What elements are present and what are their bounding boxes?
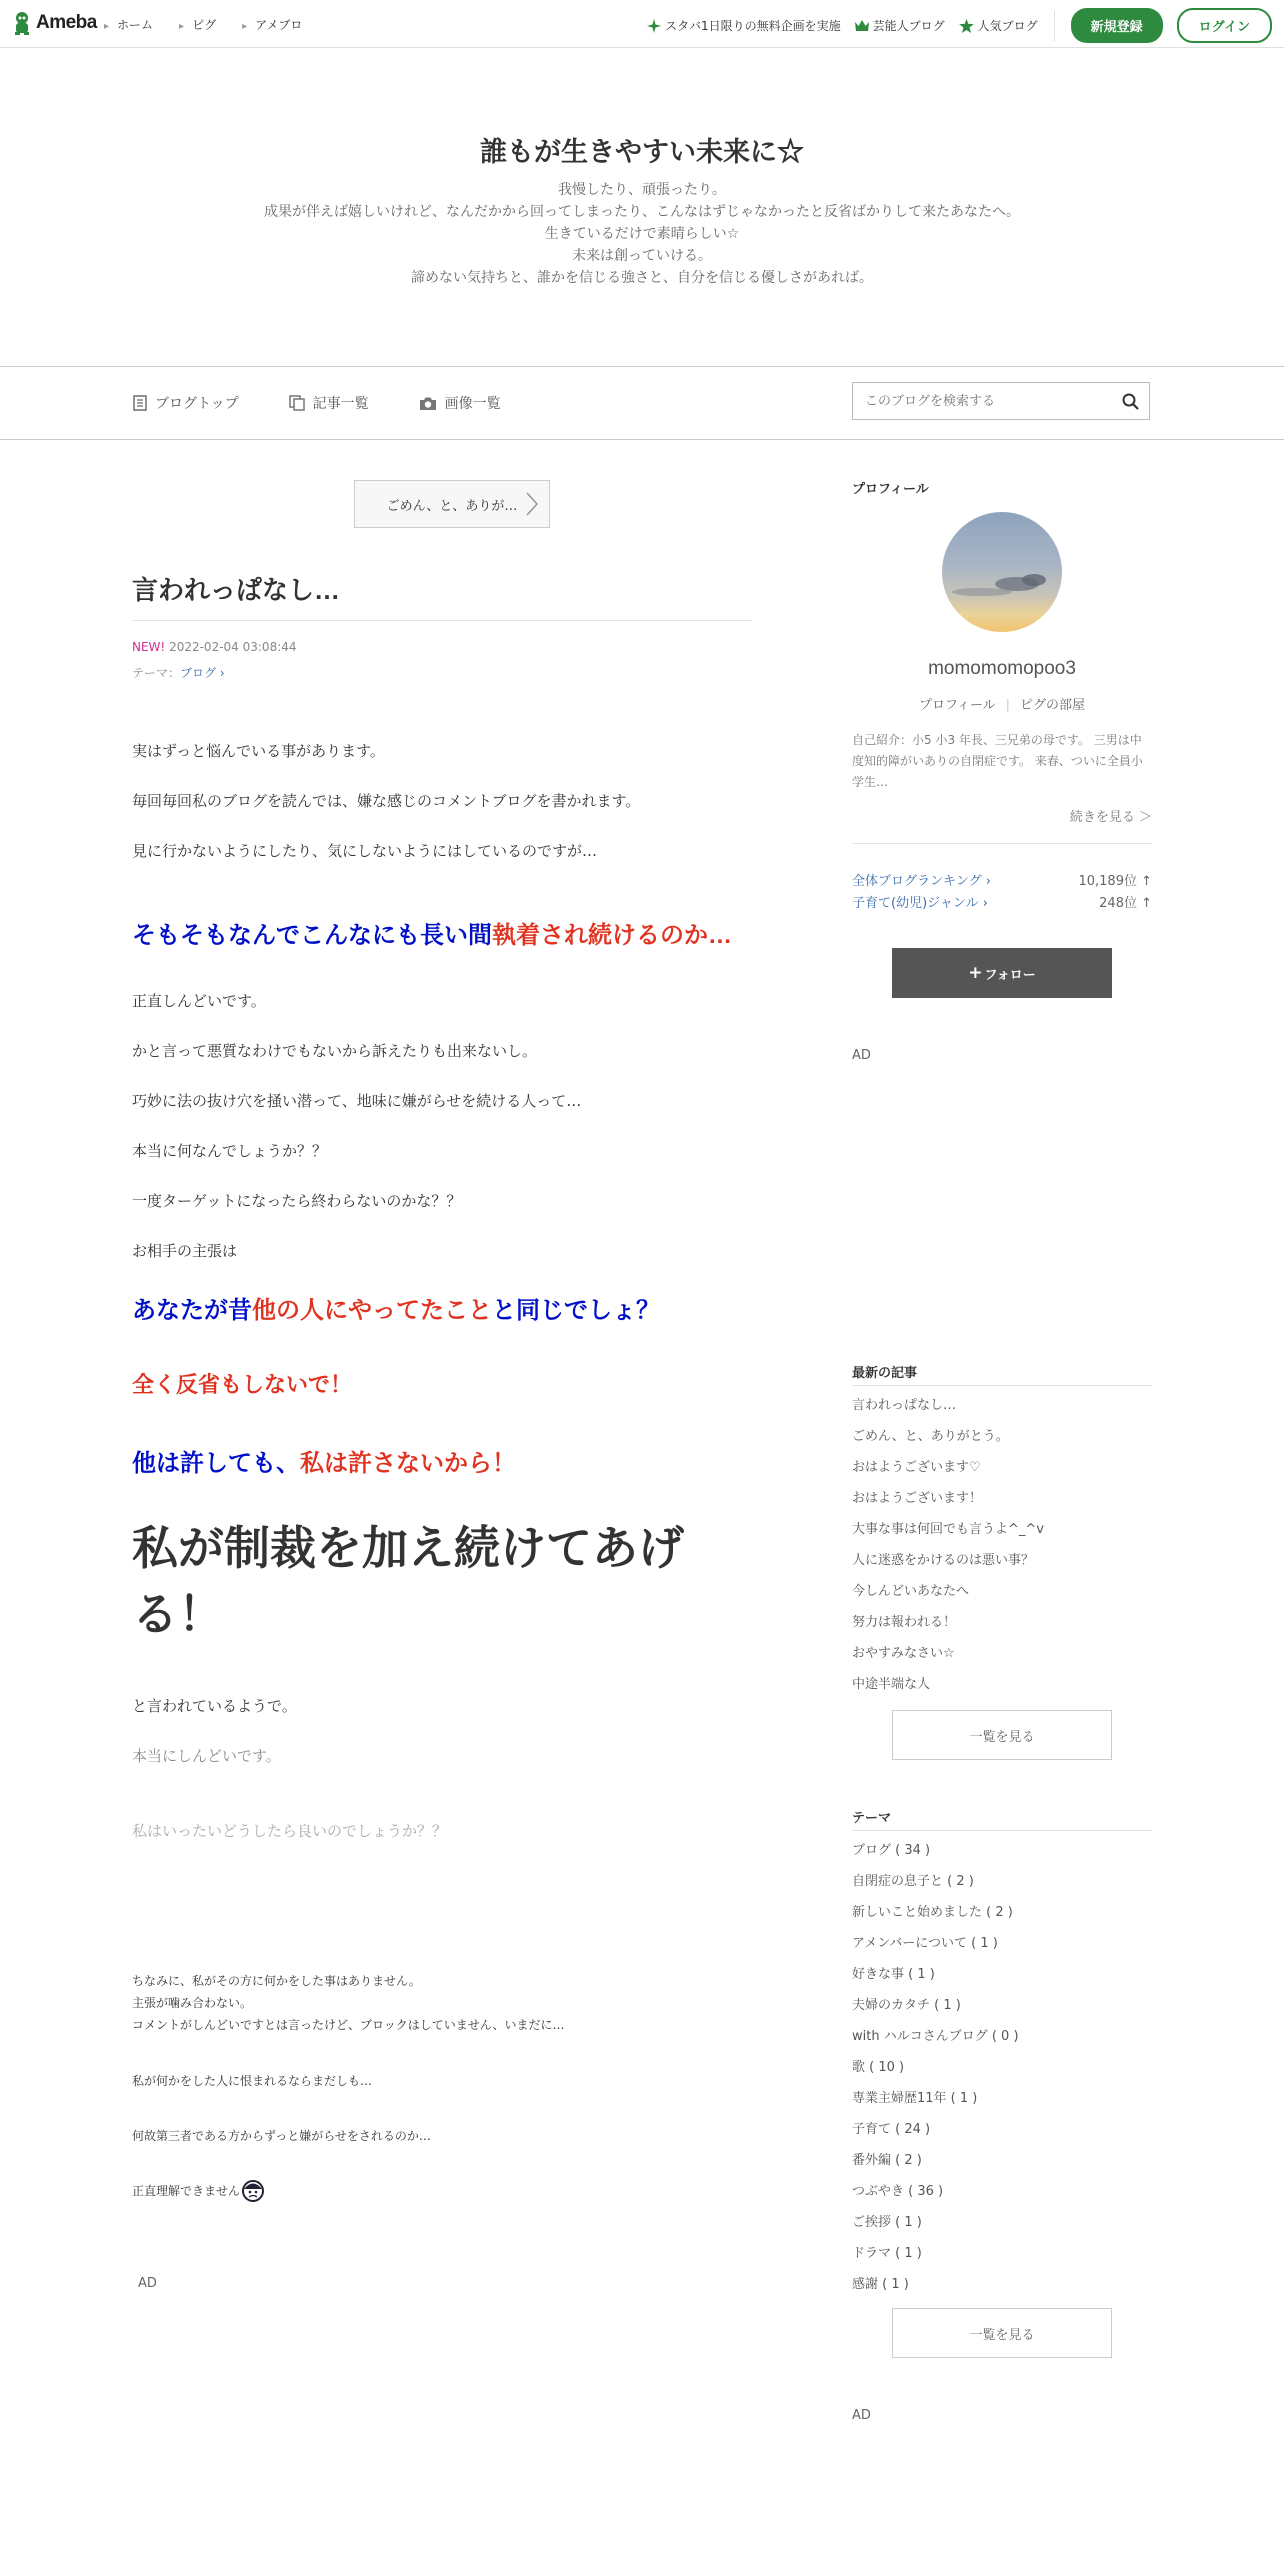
heading-red-part: 他の人にやってたこと — [252, 1297, 492, 1324]
paragraph: 見に行かないようにしたり、気にしないようにはしているのですが… — [132, 842, 598, 860]
recent-article-link[interactable]: 言われっぱなし… — [852, 1398, 957, 1413]
theme-link[interactable]: 夫婦のカタチ ( 1 ) — [852, 1998, 961, 2013]
paragraph: 実はずっと悩んでいる事があります。 — [132, 742, 385, 760]
recent-articles-list — [852, 1390, 1152, 1700]
theme-link[interactable]: ブログ — [180, 666, 217, 680]
description-line: 生きているだけで素晴らしい☆ — [544, 226, 740, 242]
genre-ranking-label: 子育て(幼児)ジャンル — [852, 896, 979, 911]
paragraph: 正直しんどいです。 — [132, 992, 266, 1010]
paragraph-grey: 本当にしんどいです。 — [132, 1747, 281, 1765]
nav-ameblo[interactable]: ▸ アメブロ — [242, 16, 302, 33]
logo-text: Ameba — [36, 12, 97, 33]
promo-text: スタバ1日限りの無料企画を実施 — [665, 19, 841, 33]
link-separator: | — [1005, 698, 1011, 713]
overall-ranking-value: 10,189位 ↑ — [1078, 874, 1152, 889]
overall-ranking-link[interactable]: 全体ブログランキング › — [852, 874, 991, 889]
paragraph: と言われているようで。 — [132, 1697, 297, 1715]
theme-link[interactable]: 好きな事 ( 1 ) — [852, 1967, 935, 1982]
heading-blue-part: あなたが昔 — [132, 1297, 252, 1324]
theme-link[interactable]: with ハルコさんブログ ( 0 ) — [852, 2029, 1019, 2044]
heading-red-part: 私は許さないから！ — [300, 1450, 516, 1477]
global-header — [0, 0, 1284, 48]
recent-article-link[interactable]: おはようございます♡ — [852, 1460, 981, 1475]
star-icon — [959, 19, 974, 33]
recent-article-link[interactable]: おはようございます！ — [852, 1491, 983, 1506]
paragraph-light-grey: 私はいったいどうしたら良いのでしょうか？？ — [132, 1822, 448, 1840]
heading-blue-part: そもそもなんでこんなにも長い間 — [132, 922, 492, 949]
heading-sanction: 私が制裁を加え続けてあげる！ — [132, 1522, 684, 1640]
theme-divider — [852, 1830, 1152, 1831]
paragraph: 本当に何なんでしょうか？？ — [132, 1142, 328, 1160]
avatar[interactable] — [942, 512, 1062, 632]
plus-icon: + — [968, 963, 983, 983]
blog-header — [0, 48, 1284, 367]
theme-link[interactable]: ドラマ ( 1 ) — [852, 2246, 922, 2261]
blog-search-input[interactable] — [863, 393, 1111, 410]
pigg-room-link[interactable]: ピグの部屋 — [1020, 698, 1086, 713]
global-nav — [104, 16, 302, 33]
image-list-link[interactable] — [419, 393, 501, 413]
ameba-logo[interactable] — [12, 10, 97, 36]
profile-intro: 自己紹介：小5 小3 年長、三兄弟の母です。 三男は中度知的障がいありの自閉症です。 来春、ついに全員小学生… — [852, 733, 1143, 789]
login-button[interactable]: ログイン — [1177, 8, 1272, 43]
title-divider — [132, 620, 752, 621]
blog-top-link[interactable] — [133, 393, 239, 413]
article-title[interactable]: 言われっぱなし… — [132, 575, 341, 605]
small-paragraph: 何故第三者である方からずっと嫌がらせをされるのか… — [132, 2129, 431, 2143]
theme-link[interactable]: ご挨拶 ( 1 ) — [852, 2215, 922, 2230]
small-paragraph — [132, 2180, 264, 2202]
profile-divider — [852, 843, 1152, 844]
theme-link[interactable]: アメンバーについて ( 1 ) — [852, 1936, 998, 1951]
genre-ranking — [852, 892, 1152, 911]
profile-heading: プロフィール — [852, 482, 929, 497]
theme-link[interactable]: 子育て ( 24 ) — [852, 2122, 931, 2137]
avatar-cloud-image — [942, 512, 1062, 632]
sidebar-ad-label: AD — [852, 1048, 871, 1063]
overall-ranking — [852, 870, 1152, 889]
article-date: 2022-02-04 03:08:44 — [169, 640, 297, 654]
recent-article-link[interactable]: 努力は報われる！ — [852, 1615, 957, 1630]
follow-label: フォロー — [984, 967, 1036, 983]
see-all-themes-button[interactable]: 一覧を見る — [892, 2308, 1112, 2358]
read-more-link[interactable]: 続きを見る ＞ — [1069, 810, 1152, 825]
recent-divider — [852, 1385, 1152, 1386]
sidebar-ad-label-2: AD — [852, 2408, 871, 2423]
header-right — [647, 8, 1272, 43]
recent-article-link[interactable]: 中途半端な人 — [852, 1677, 931, 1692]
small-paragraph: ちなみに、私がその方に何かをした事はありません。 — [132, 1974, 421, 1988]
heading-no-remorse: 全く反省もしないで！ — [132, 1372, 353, 1397]
popular-blog-text: 人気ブログ — [977, 19, 1038, 33]
paragraph: かと言って悪質なわけでもないから訴えたりも出来ないし。 — [132, 1042, 538, 1060]
paragraph: 巧妙に法の抜け穴を掻い潜って、地味に嫌がらせを続ける人って… — [132, 1092, 582, 1110]
theme-link[interactable]: 歌 ( 10 ) — [852, 2060, 905, 2075]
small-paragraph: コメントがしんどいですとは言ったけど、ブロックはしていません、いまだに… — [132, 2018, 565, 2032]
chevron-right-icon — [525, 491, 539, 517]
theme-heading: テーマ — [852, 1811, 892, 1826]
chevron-right-icon: › — [216, 666, 225, 680]
ad-label: AD — [138, 2276, 157, 2291]
copy-icon — [289, 395, 305, 411]
prev-article-label: ごめん、と、ありが… — [386, 498, 518, 514]
promo-link[interactable] — [647, 17, 841, 34]
article-list-label: 記事一覧 — [312, 396, 369, 412]
theme-link[interactable]: 自閉症の息子と ( 2 ) — [852, 1874, 974, 1889]
paragraph: 毎回毎回私のブログを読んでは、嫌な感じのコメントブログを書かれます。 — [132, 792, 641, 810]
recent-article-link[interactable]: 今しんどいあなたへ — [852, 1584, 970, 1599]
article-meta — [132, 640, 297, 654]
image-list-label: 画像一覧 — [444, 396, 501, 412]
blog-description — [0, 179, 1284, 289]
recent-articles-heading: 最新の記事 — [852, 1366, 918, 1381]
heading-claim — [132, 1290, 660, 1325]
theme-link[interactable]: つぶやき ( 36 ) — [852, 2184, 944, 2199]
theme-link[interactable]: 感謝 ( 1 ) — [852, 2277, 909, 2292]
profile-link[interactable]: プロフィール — [918, 698, 996, 713]
overall-ranking-label: 全体ブログランキング — [852, 874, 982, 889]
recent-article-link[interactable]: おやすみなさい☆ — [852, 1646, 955, 1661]
search-button[interactable] — [1111, 393, 1149, 410]
recent-article-link[interactable]: 大事な事は何回でも言うよ^_^v — [852, 1522, 1044, 1537]
camera-icon — [419, 396, 437, 411]
heading-blue-part: 他は許しても、 — [132, 1450, 300, 1477]
heading-emphasis — [132, 915, 732, 950]
theme-list — [852, 1835, 1152, 2300]
small-paragraph: 私が何かをした人に恨まれるならまだしも… — [132, 2074, 373, 2088]
heading-blue-part: と同じでしょ？ — [492, 1297, 660, 1324]
prev-article-link[interactable] — [354, 480, 550, 528]
genre-ranking-link[interactable]: 子育て(幼児)ジャンル › — [852, 896, 988, 911]
popular-blog-link[interactable] — [959, 17, 1038, 34]
blog-search — [852, 382, 1150, 420]
document-icon — [133, 395, 147, 411]
ameba-mascot-icon — [12, 10, 32, 36]
celeb-blog-text: 芸能人ブログ — [872, 19, 945, 33]
new-badge: NEW! — [132, 640, 166, 654]
blog-title[interactable]: 誰もが生きやすい未来に☆ — [480, 137, 804, 167]
profile-name[interactable]: momomomopoo3 — [928, 658, 1076, 679]
recent-article-link[interactable]: 人に迷惑をかけるのは悪い事？ — [852, 1553, 1035, 1568]
theme-link[interactable]: 新しいこと始めました ( 2 ) — [852, 1905, 1013, 1920]
article-theme — [132, 664, 225, 681]
sparkle-icon — [647, 19, 661, 33]
sad-face-emoji-icon — [242, 2180, 264, 2202]
description-line: 未来は創っていける。 — [572, 248, 712, 264]
profile-links — [852, 694, 1152, 713]
blog-top-label: ブログトップ — [155, 396, 239, 412]
genre-ranking-value: 248位 ↑ — [1099, 896, 1152, 911]
description-line: 成果が伴えば嬉しいけれど、なんだかから回ってしまったり、こんなはずじゃなかったと反省ばかりして来たあなたへ。 — [264, 204, 1020, 220]
theme-link[interactable]: 番外編 ( 2 ) — [852, 2153, 922, 2168]
nav-pigg[interactable]: ▸ ピグ — [179, 16, 216, 33]
nav-home[interactable]: ▸ ホーム — [104, 16, 153, 33]
heading-red-part: 執着され続けるのか… — [492, 922, 732, 949]
theme-link[interactable]: ブログ ( 34 ) — [852, 1843, 931, 1858]
small-paragraph: 主張が噛み合わない。 — [132, 1996, 253, 2010]
article-list-link[interactable] — [289, 393, 369, 413]
see-all-articles-button[interactable]: 一覧を見る — [892, 1710, 1112, 1760]
search-icon — [1122, 393, 1139, 410]
celeb-blog-link[interactable] — [855, 17, 945, 34]
follow-button[interactable] — [892, 948, 1112, 998]
register-button[interactable]: 新規登録 — [1071, 8, 1163, 43]
recent-article-link[interactable]: ごめん、と、ありがとう。 — [852, 1429, 1009, 1444]
paragraph: 一度ターゲットになったら終わらないのかな？？ — [132, 1192, 462, 1210]
paragraph: お相手の主張は — [132, 1242, 238, 1260]
heading-not-forgive — [132, 1443, 516, 1478]
blog-nav — [0, 367, 1284, 440]
header-divider — [1054, 11, 1055, 41]
description-line: 諦めない気持ちと、誰かを信じる強さと、自分を信じる優しさがあれば。 — [411, 270, 873, 286]
crown-icon — [855, 20, 869, 32]
theme-label: テーマ： — [132, 666, 181, 680]
small-paragraph-text: 正直理解できません — [132, 2184, 241, 2198]
theme-link[interactable]: 専業主婦歴11年 ( 1 ) — [852, 2091, 978, 2106]
description-line: 我慢したり、頑張ったり。 — [558, 182, 726, 198]
